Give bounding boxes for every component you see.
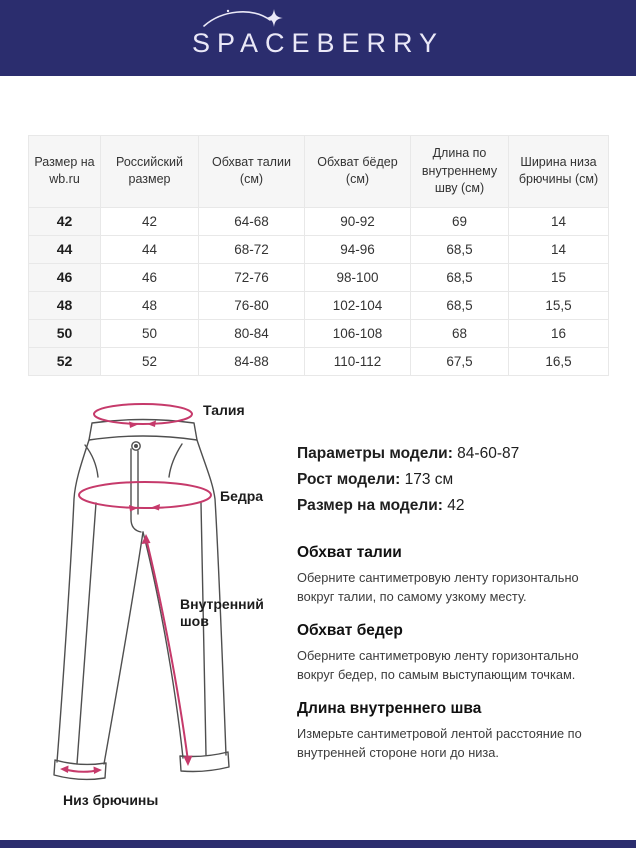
model-height-label: Рост модели: [297,471,401,488]
cell-waist: 80-84 [199,319,305,347]
size-table-body [29,207,609,375]
cell-inseam: 68,5 [411,235,509,263]
guide-waist-title: Обхват талии [297,544,402,561]
cell-waist: 76-80 [199,291,305,319]
cell-size-ru: 50 [101,319,199,347]
model-params-value: 84-60-87 [457,445,520,462]
cell-size-wb: 46 [29,263,101,291]
guide-hips-title: Обхват бедер [297,622,403,639]
model-height-value: 173 см [404,471,454,488]
cell-hips: 90-92 [305,207,411,235]
cell-size-ru: 48 [101,291,199,319]
measurement-info-column [297,441,609,762]
brand-logo-text: SPACEBERRY [191,27,445,58]
cell-hips: 98-100 [305,263,411,291]
col-header-inseam: Длина по внутреннему шву (см) [411,136,509,208]
brand-header [0,0,636,76]
guide-section-hips [297,621,609,684]
col-header-waist: Обхват талии (см) [199,136,305,208]
col-header-size-ru: Российский размер [101,136,199,208]
cell-size-wb: 48 [29,291,101,319]
cell-inseam: 68,5 [411,263,509,291]
model-params-line [297,441,609,467]
label-hem: Низ брючины [63,792,159,808]
cell-hem-width: 15,5 [509,291,609,319]
guide-section-waist [297,543,609,606]
comet-star-icon [200,4,292,40]
cell-hips: 106-108 [305,319,411,347]
model-size-line [297,493,609,519]
cell-hem-width: 16,5 [509,347,609,375]
model-info [297,441,609,519]
guide-waist-text: Оберните сантиметровую ленту горизонтально вокруг талии, по самому узкому месту. [297,570,579,604]
col-header-hips: Обхват бёдер (см) [305,136,411,208]
size-table-section [28,135,608,376]
hips-measure-ellipse [79,482,211,508]
cell-inseam: 67,5 [411,347,509,375]
model-height-line [297,467,609,493]
measurement-marks [63,404,211,772]
col-header-size-wb: Размер на wb.ru [29,136,101,208]
cell-size-ru: 46 [101,263,199,291]
table-row [29,263,609,291]
table-row [29,207,609,235]
cell-hem-width: 14 [509,235,609,263]
waist-measure-ellipse [94,404,192,424]
cell-hips: 94-96 [305,235,411,263]
label-waist: Талия [203,402,245,418]
cell-waist: 72-76 [199,263,305,291]
cell-hips: 110-112 [305,347,411,375]
model-size-label: Размер на модели: [297,497,443,514]
guide-section-inseam [297,699,609,762]
footer-bar [0,840,636,848]
cell-inseam: 68,5 [411,291,509,319]
cell-size-wb: 52 [29,347,101,375]
table-row [29,319,609,347]
cell-size-ru: 42 [101,207,199,235]
guide-hips-text: Оберните сантиметровую ленту горизонтально вокруг бедер, по самым выступающим точкам. [297,648,579,682]
label-inseam: Внутренний шов [180,596,264,629]
cell-size-wb: 44 [29,235,101,263]
cell-inseam: 68 [411,319,509,347]
cell-waist: 84-88 [199,347,305,375]
cell-hips: 102-104 [305,291,411,319]
cell-size-ru: 52 [101,347,199,375]
size-table-header [29,136,609,208]
table-row [29,347,609,375]
table-row [29,291,609,319]
cell-size-ru: 44 [101,235,199,263]
hem-measure-line [63,769,99,772]
table-header-row [29,136,609,208]
label-hips: Бедра [220,488,264,504]
cell-inseam: 69 [411,207,509,235]
cell-hem-width: 14 [509,207,609,235]
cell-size-wb: 50 [29,319,101,347]
col-header-hem-width: Ширина низа брючины (см) [509,136,609,208]
model-size-value: 42 [447,497,465,514]
cell-hem-width: 16 [509,319,609,347]
cell-size-wb: 42 [29,207,101,235]
model-params-label: Параметры модели: [297,445,453,462]
trousers-diagram [30,385,280,817]
table-row [29,235,609,263]
cell-waist: 64-68 [199,207,305,235]
guide-inseam-text: Измерьте сантиметровой лентой расстояние по внутренней стороне ноги до низа. [297,726,582,760]
brand-logo [192,18,444,59]
guide-inseam-title: Длина внутреннего шва [297,700,482,717]
cell-waist: 68-72 [199,235,305,263]
size-table [28,135,609,376]
cell-hem-width: 15 [509,263,609,291]
